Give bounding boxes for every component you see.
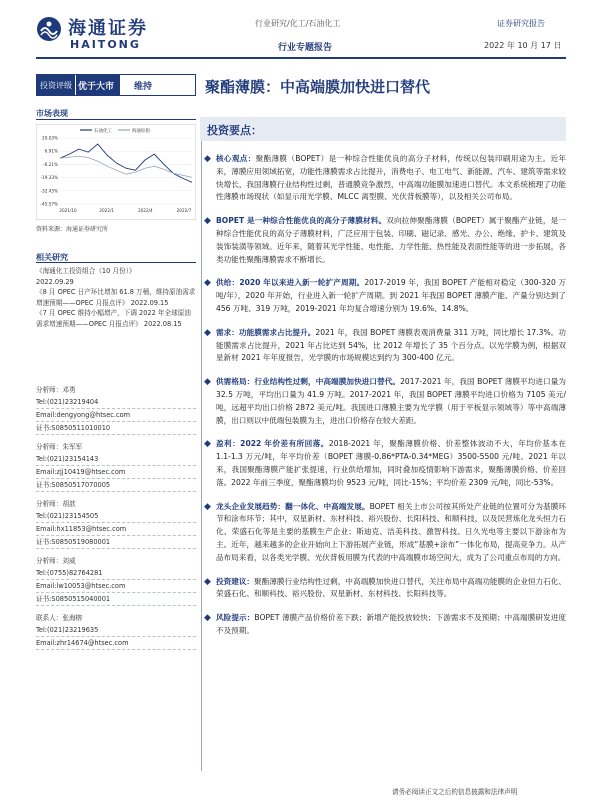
industry-category: 行业研究/化工/石油化工 xyxy=(255,19,341,28)
key-point-text: 聚酯薄膜（BOPET）是一种综合性能优良的高分子材料，传统以包装印刷用途为主。近年来，薄膜应用领域拓宽，功能性薄膜需求占比提升，消费电子、电工电气、新能源、汽车、建筑等需求较快增长，我国薄膜行业结构性过剩，普通膜竞争激烈，中高端功能膜加速进口替代。本文系统梳理了功能性薄膜市场现状（如显示用光学膜、MLCC 离型膜、光伏背板膜等），以及相关公司布局。 xyxy=(216,154,566,202)
y-tick-label: -45.57% xyxy=(40,201,58,207)
related-item-date: 2022.09.29 xyxy=(36,277,74,286)
related-item[interactable] xyxy=(36,287,196,308)
y-tick-label: -32.45% xyxy=(40,188,58,194)
contact-card xyxy=(36,612,196,650)
y-tick-label: 6.91% xyxy=(44,148,58,154)
bullet-icon: ◆ xyxy=(204,576,211,587)
contact-tel: Tel:(021)23219635 xyxy=(36,624,196,637)
related-divider xyxy=(36,262,196,263)
rating-status: 维持 xyxy=(134,81,153,92)
brand-name-cn: 海通证券 xyxy=(68,18,148,39)
contact-email[interactable]: Email:zhr14674@htsec.com xyxy=(36,637,196,650)
analyst-cert: 证书:S0850517070005 xyxy=(36,479,196,492)
key-points-list xyxy=(204,153,567,649)
analyst-cert: 证书:S0850511010010 xyxy=(36,422,196,435)
report-date: 2022 年 10 月 17 日 xyxy=(484,41,562,50)
analyst-email[interactable]: Email:dengyong@htsec.com xyxy=(36,409,196,422)
key-point-text: 聚酯薄膜行业结构性过剩，中高端膜加快进口替代，关注布局中高端功能膜的企业恒力石化、荣盛石化、和顺科技、裕兴股份、双星新材、东材科技、长阳科技等。 xyxy=(216,576,566,599)
key-point-highlight: 龙头企业发展趋势：翻一体化、中高端发展。 xyxy=(216,501,370,511)
chart-source: 资料来源：海通证券研究所 xyxy=(36,226,109,233)
bullet-icon: ◆ xyxy=(204,278,211,289)
key-point-highlight: 需求：功能膜需求占比提升。 xyxy=(216,327,316,337)
report-label: 证券研究报告 xyxy=(497,19,545,28)
key-point xyxy=(204,438,566,489)
analyst-card xyxy=(36,498,196,549)
related-item-title: 《8 月 OPEC 日产环比增加 61.8 万桶，维持原油需求增速预期——OPEC 月报点评》 xyxy=(36,288,196,307)
disclaimer-footer: 请务必阅读正文之后的信息披露和法律声明 xyxy=(392,788,518,796)
report-type: 行业专题报告 xyxy=(278,43,333,53)
analyst-list xyxy=(36,384,196,656)
related-item[interactable] xyxy=(36,308,196,329)
key-point-highlight: 投资建议： xyxy=(216,576,255,586)
analyst-email[interactable]: Email:hx11853@htsec.com xyxy=(36,523,196,536)
analyst-tel: Tel:(0755)82764281 xyxy=(36,567,196,580)
y-tick-label: 20.03% xyxy=(42,135,58,141)
key-point xyxy=(204,501,566,565)
key-point-highlight: 核心观点： xyxy=(216,154,256,163)
rating-value: 优于大市 xyxy=(75,75,120,95)
bullet-icon: ◆ xyxy=(204,154,211,164)
bullet-icon: ◆ xyxy=(204,439,211,450)
bullet-icon: ◆ xyxy=(204,613,211,624)
x-tick-label: 2022/7 xyxy=(176,208,192,213)
y-tick-label: -19.33% xyxy=(40,175,58,181)
related-heading: 相关研究 xyxy=(36,253,68,262)
y-tick-label: -6.21% xyxy=(43,161,58,167)
key-point-text: 2021 年，我国 BOPET 薄膜表观消费量 311 万吨，同比增长 17.3%。功能膜需求占比提升，2021 年占比达到 54%，比 2012 年增长了 35 个百分点。以光学膜为例，根据双星新材 2021 年年度报告，光学膜的市场规模达到约为 300-400 亿元。 xyxy=(216,327,566,363)
legend-label-a: 石油化工 xyxy=(94,129,112,134)
key-point xyxy=(204,277,567,315)
related-item-title: 《海通化工投资组合（10 月份）》 xyxy=(36,267,136,275)
market-divider xyxy=(36,119,196,120)
related-item-date: 2022.08.15 xyxy=(143,319,182,328)
x-tick-label: 2022/4 xyxy=(137,208,153,213)
brand-name-en: HAITONG xyxy=(70,38,141,51)
analyst-name: 分析师：胡歆 xyxy=(36,500,76,508)
bullet-icon: ◆ xyxy=(204,216,211,227)
analyst-name: 分析师：刘威 xyxy=(36,557,76,565)
column-divider xyxy=(201,141,202,771)
key-point-text: 2018-2021 年，聚酯薄膜价格、价差整体波动不大，年均价基本在 1.1-1.3 万元/吨，年平均价差（BOPET 薄膜-0.86*PTA-0.34*MEG）3500-5500 元/吨。2021 年以来，我国聚酯薄膜产能扩张提速，行业供给增加，同时叠加疫情影响下游需求，聚酯薄膜价格、价差回落。2022 年前三季度，聚酯薄膜均价 9523 元/吨，同比-15%；平均价差 2309 元/吨，同比-53%。 xyxy=(216,439,566,487)
key-point-highlight: BOPET 是一种综合性能优良的高分子薄膜材料。 xyxy=(216,216,387,226)
analyst-tel: Tel:(021)23154143 xyxy=(36,453,196,466)
analyst-email[interactable]: Email:zjj10419@htsec.com xyxy=(36,466,196,479)
bullet-icon: ◆ xyxy=(204,327,211,338)
analyst-name: 分析师：朱军军 xyxy=(36,443,83,451)
legend-label-b: 海通综指 xyxy=(132,129,150,134)
key-point xyxy=(204,376,566,427)
analyst-card xyxy=(36,441,196,492)
related-item[interactable] xyxy=(36,266,196,287)
analyst-email[interactable]: Email:lw10053@htsec.com xyxy=(36,580,196,593)
bullet-icon: ◆ xyxy=(204,501,211,512)
analyst-cert: 证书:S0850515040001 xyxy=(36,593,196,606)
key-point xyxy=(204,576,566,602)
analyst-tel: Tel:(021)23154505 xyxy=(36,510,196,523)
key-point-highlight: 盈利：2022 年价差有所回落。 xyxy=(216,439,329,449)
market-performance-chart xyxy=(36,124,196,220)
key-point xyxy=(204,215,566,266)
investment-rating xyxy=(36,74,196,96)
analyst-card xyxy=(36,384,196,435)
related-list xyxy=(36,266,196,329)
related-item-date: 2022.09.15 xyxy=(130,298,169,307)
key-point xyxy=(204,327,566,365)
key-point-text: BOPET 相关上市公司按其所处产业链的位置可分为基膜环节和涂布环节；其中，双星新材、东材科技、裕兴股份、长阳科技、和顺科技，以及民营炼化龙头恒力石化、荣盛石化等是主要的基膜生产企业；斯迪克、洁美科技、激智科技、日久光电等主要以下游涂布为主。近年，越来越多的企业开始向上下游拓展产业链，形成“基膜+涂布”一体化布局，提高竞争力。从产品布局来看，以各类光学膜、光伏背板用膜为代表的中高端膜市场空间大，成为了公司重点布局的方向。 xyxy=(216,501,566,562)
analyst-card xyxy=(36,555,196,606)
rating-label: 投资评级 xyxy=(37,75,75,95)
header-divider xyxy=(36,57,566,59)
key-point-text: 2017-2021 年，我国 BOPET 薄膜平均进口量为 32.5 万吨，平均出口量为 41.9 万吨。2017-2021 年，我国 BOPET 薄膜平均进口价格为 7105 美元/吨，远超平均出口价格 2872 美元/吨。我国进口薄膜主要为光学膜（用于平板显示领域等）等中高端薄膜，出口则以中低端包装膜为主，进出口价格存在较大差距。 xyxy=(216,377,566,425)
key-point-text: BOPET 薄膜产品价格价差下跌；新增产能投放较快；下游需求不及预期；中高端膜研发进度不及预期。 xyxy=(216,613,567,635)
key-point-highlight: 供给：2020 年以来进入新一轮扩产周期。 xyxy=(216,278,365,288)
key-point-text: 双向拉伸聚酯薄膜（BOPET）属于聚酯产业链，是一种综合性能优良的高分子薄膜材料，广泛应用于包装、印刷、磁记录、感光、办公、绝缘、护卡、建筑及装饰装潢等领域。近年来，随着其光学性能、电性能、力学性能、热性能及表面性能等的进一步拓展，各类功能性聚酯薄膜需求不断增长。 xyxy=(216,216,566,264)
report-title: 聚酯薄膜：中高端膜加快进口替代 xyxy=(205,78,431,96)
haitong-logo xyxy=(36,12,186,54)
market-heading: 市场表现 xyxy=(36,109,68,118)
haitong-logo-icon xyxy=(36,16,62,42)
key-point-text: 2017-2019 年，我国 BOPET 产能相对稳定（300-320 万吨/年），2020 年开始，行业进入新一轮扩产周期。到 2021 年我国 BOPET 薄膜产能、产量分别达到了 456 万吨、319 万吨，2019-2021 年均复合增速分别为 19.6%、14.8%。 xyxy=(216,278,567,313)
related-item-title: 《7 月 OPEC 维持小幅增产，下调 2022 年全球原油需求增速预期——OPEC 月报点评》 xyxy=(36,309,191,328)
analyst-cert: 证书:S0850519080001 xyxy=(36,536,196,549)
analyst-name: 分析师：邓勇 xyxy=(36,386,76,394)
x-tick-label: 2021/10 xyxy=(59,208,77,213)
analyst-tel: Tel:(021)23219404 xyxy=(36,396,196,409)
key-point-highlight: 风险提示： xyxy=(216,613,255,623)
key-point xyxy=(204,153,566,204)
bullet-icon: ◆ xyxy=(204,377,211,388)
key-point-highlight: 供需格局：行业结构性过剩，中高端膜加快进口替代。 xyxy=(216,377,401,387)
key-point xyxy=(204,612,567,638)
contact-name: 联系人：张海榕 xyxy=(36,614,83,622)
x-tick-label: 2022/1 xyxy=(99,208,115,213)
key-points-heading: 投资要点： xyxy=(207,124,262,137)
